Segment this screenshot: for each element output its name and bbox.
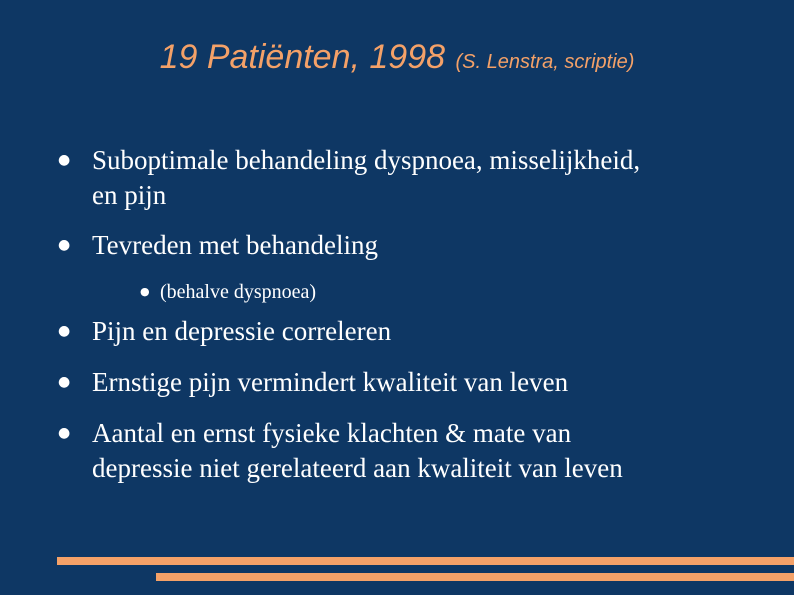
decorative-bar-top [57,557,794,565]
bullet-text-line: Aantal en ernst fysieke klachten & mate van [92,418,572,448]
bullet-text: Pijn en depressie correleren [92,316,392,346]
bullet-text: Tevreden met behandeling [92,230,378,260]
bullet-item-4 [58,365,569,400]
bullet-text-line: depressie niet gerelateerd aan kwaliteit van leven [92,453,623,483]
sub-bullet-item [140,279,317,305]
bullet-icon: ● [58,152,71,168]
bullet-icon: ● [140,285,150,298]
bullet-item-1 [58,143,641,213]
decorative-bar-bottom [156,573,794,581]
bullet-icon: ● [58,425,71,441]
bullet-item-5 [58,416,623,486]
title-subtitle: (S. Lenstra, scriptie) [455,51,635,73]
bullet-item-3 [58,314,392,349]
bullet-text-line: en pijn [92,180,167,210]
bullet-icon: ● [58,374,71,390]
bullet-text-line: Suboptimale behandeling dyspnoea, misselijkheid, [92,145,641,175]
bullet-text: Ernstige pijn vermindert kwaliteit van leven [92,367,569,397]
title-main: 19 Patiënten, 1998 [159,38,446,76]
bullet-item-2 [58,228,378,263]
bullet-icon: ● [58,237,71,253]
bullet-text: (behalve dyspnoea) [160,281,317,303]
slide-title [0,38,794,77]
bullet-icon: ● [58,323,71,339]
